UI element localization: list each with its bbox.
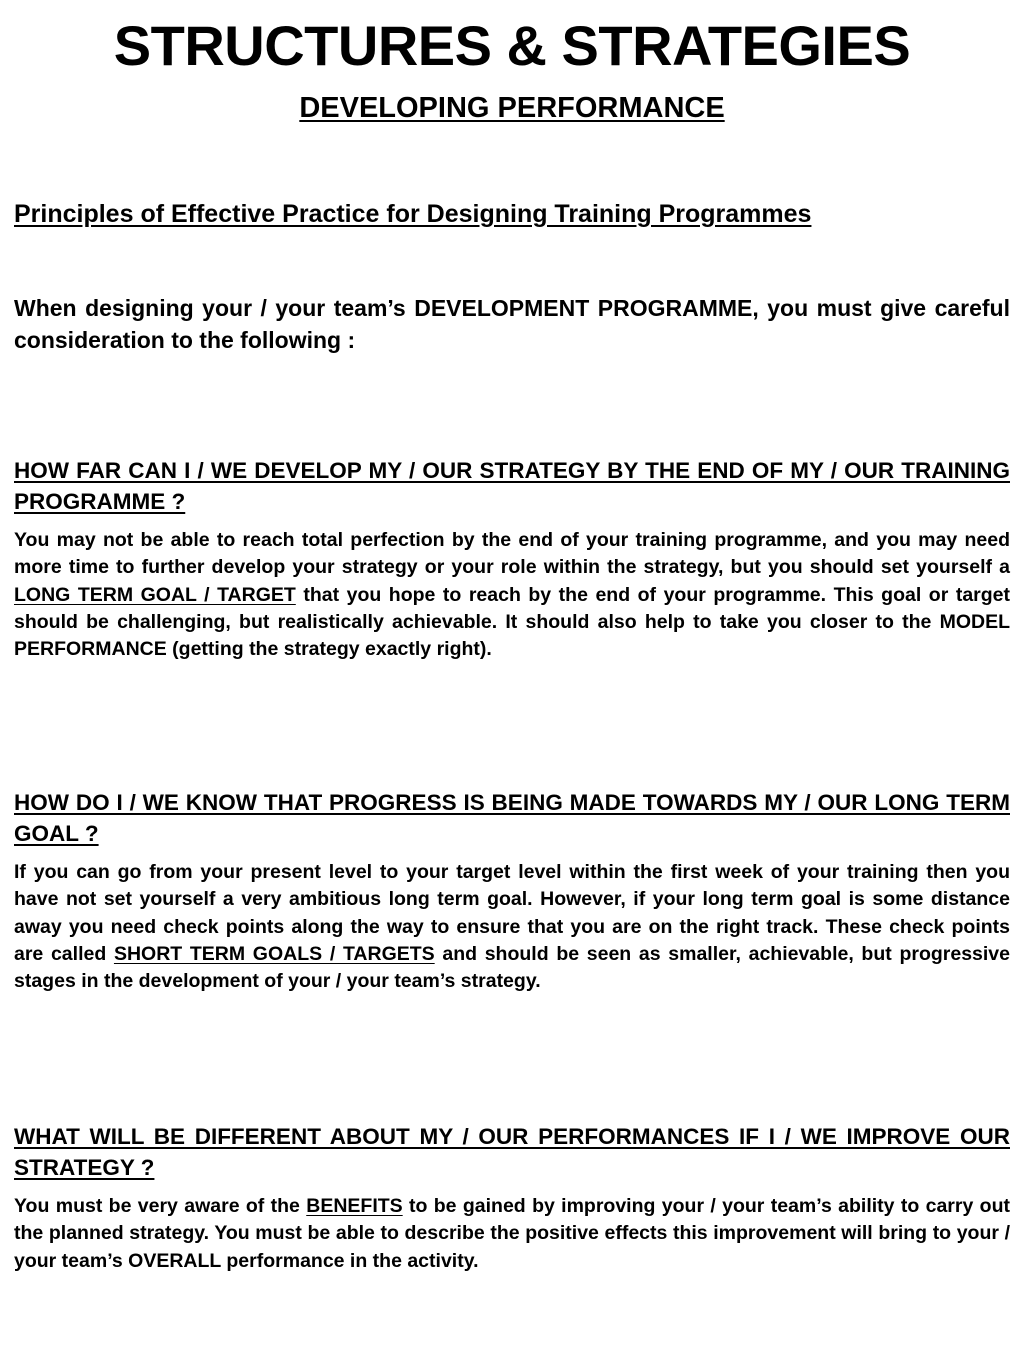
section-long-term-goal (14, 455, 1010, 663)
section-body (14, 527, 1010, 663)
section-heading: HOW DO I / WE KNOW THAT PROGRESS IS BEING MADE TOWARDS MY / OUR LONG TERM GOAL ? (14, 790, 1010, 846)
body-text: and should be seen as smaller, achievable, but progressive stages in the development of your / your team’s strategy. (14, 942, 1010, 993)
body-text: to be gained by improving your / your team’s ability to carry out the planned strategy. You must be able to describe the positive effects this improvement will bring to your / your team’s OVERALL performance in the activity. (14, 1195, 1010, 1272)
section-benefits (14, 1121, 1010, 1275)
section-progress (14, 787, 1010, 995)
section-body (14, 859, 1010, 995)
body-text: You may not be able to reach total perfection by the end of your training programme, and you may need more time to further develop your strategy or your role within the strategy, but you should set yourself a (14, 529, 1010, 579)
body-text: If you can go from your present level to your target level within the first week of your training then you have not set yourself a very ambitious long term goal. However, if your long term goal is some distance away you need check points along the way to ensure that you are on the right track. These check points are called (14, 861, 1010, 965)
body-text: You must be very aware of the (14, 1195, 307, 1217)
emphasis-term: LONG TERM GOAL / TARGET (14, 583, 296, 606)
page-title: STRUCTURES & STRATEGIES (113, 14, 911, 77)
principles-heading: Principles of Effective Practice for Designing Training Programmes (14, 200, 812, 228)
emphasis-term: BENEFITS (306, 1195, 403, 1217)
body-text: that you hope to reach by the end of your programme. This goal or target should be challenging, but realistically achievable. It should also help to take you closer to the MODEL PERFORMANCE (getting the strategy exactly right). (14, 583, 1011, 661)
section-heading: WHAT WILL BE DIFFERENT ABOUT MY / OUR PERFORMANCES IF I / WE IMPROVE OUR STRATEGY ? (14, 1124, 1010, 1180)
section-body (14, 1193, 1010, 1275)
emphasis-term: SHORT TERM GOALS / TARGETS (113, 942, 435, 965)
page-subtitle: DEVELOPING PERFORMANCE (299, 92, 725, 124)
section-heading: HOW FAR CAN I / WE DEVELOP MY / OUR STRATEGY BY THE END OF MY / OUR TRAINING PROGRAMME ? (14, 458, 1010, 514)
document-page (14, 0, 1010, 1365)
intro-paragraph: When designing your / your team’s DEVELOPMENT PROGRAMME, you must give careful consideration to the following : (14, 295, 1010, 353)
